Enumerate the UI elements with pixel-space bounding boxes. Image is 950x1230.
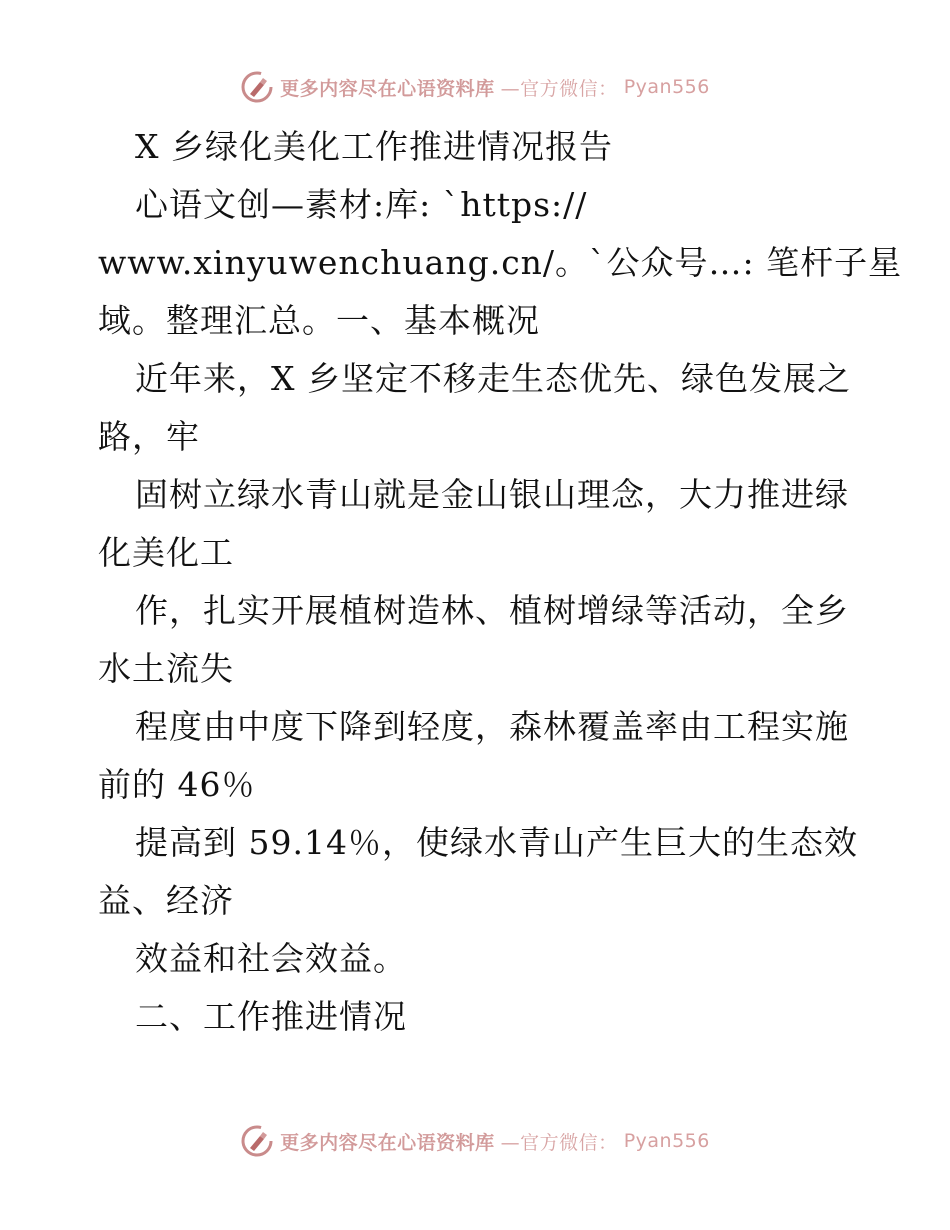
watermark-wechat-id: Pyan556 [623, 76, 710, 98]
doc-line: 化美化工 [98, 533, 234, 572]
watermark-sub-text: —官方微信： [500, 77, 618, 100]
doc-line: 心语文创—素材:库: `https:// [135, 185, 588, 224]
pen-logo-icon [240, 70, 274, 104]
doc-line: 作，扎实开展植树造林、植树增绿等活动，全乡 [135, 591, 849, 630]
footer-watermark [0, 1124, 950, 1158]
doc-line: 提高到 59.14％，使绿水青山产生巨大的生态效 [135, 823, 858, 862]
document-body [98, 118, 903, 1046]
doc-line: 路，牢 [98, 417, 200, 456]
doc-line: 程度由中度下降到轻度，森林覆盖率由工程实施 [135, 707, 849, 746]
doc-line: 前的 46％ [98, 765, 256, 804]
doc-line: 益、经济 [98, 881, 234, 920]
watermark-sub-text: —官方微信： [500, 1131, 618, 1154]
watermark-main-text: 更多内容尽在心语资料库 [280, 77, 495, 100]
doc-line: 水土流失 [98, 649, 234, 688]
pen-logo-icon [240, 1124, 274, 1158]
header-watermark [0, 70, 950, 104]
doc-line: 固树立绿水青山就是金山银山理念，大力推进绿 [135, 475, 849, 514]
doc-line: 效益和社会效益。 [135, 939, 407, 978]
doc-line: 二、工作推进情况 [135, 997, 407, 1036]
doc-line: 域。整理汇总。一、基本概况 [98, 301, 540, 340]
watermark-wechat-id: Pyan556 [623, 1130, 710, 1152]
watermark-main-text: 更多内容尽在心语资料库 [280, 1131, 495, 1154]
doc-line: www.xinyuwenchuang.cn/。`公众号…: 笔杆子星 [98, 243, 903, 282]
doc-line: 近年来，X 乡坚定不移走生态优先、绿色发展之 [135, 359, 851, 398]
doc-line: X 乡绿化美化工作推进情况报告 [135, 127, 613, 166]
